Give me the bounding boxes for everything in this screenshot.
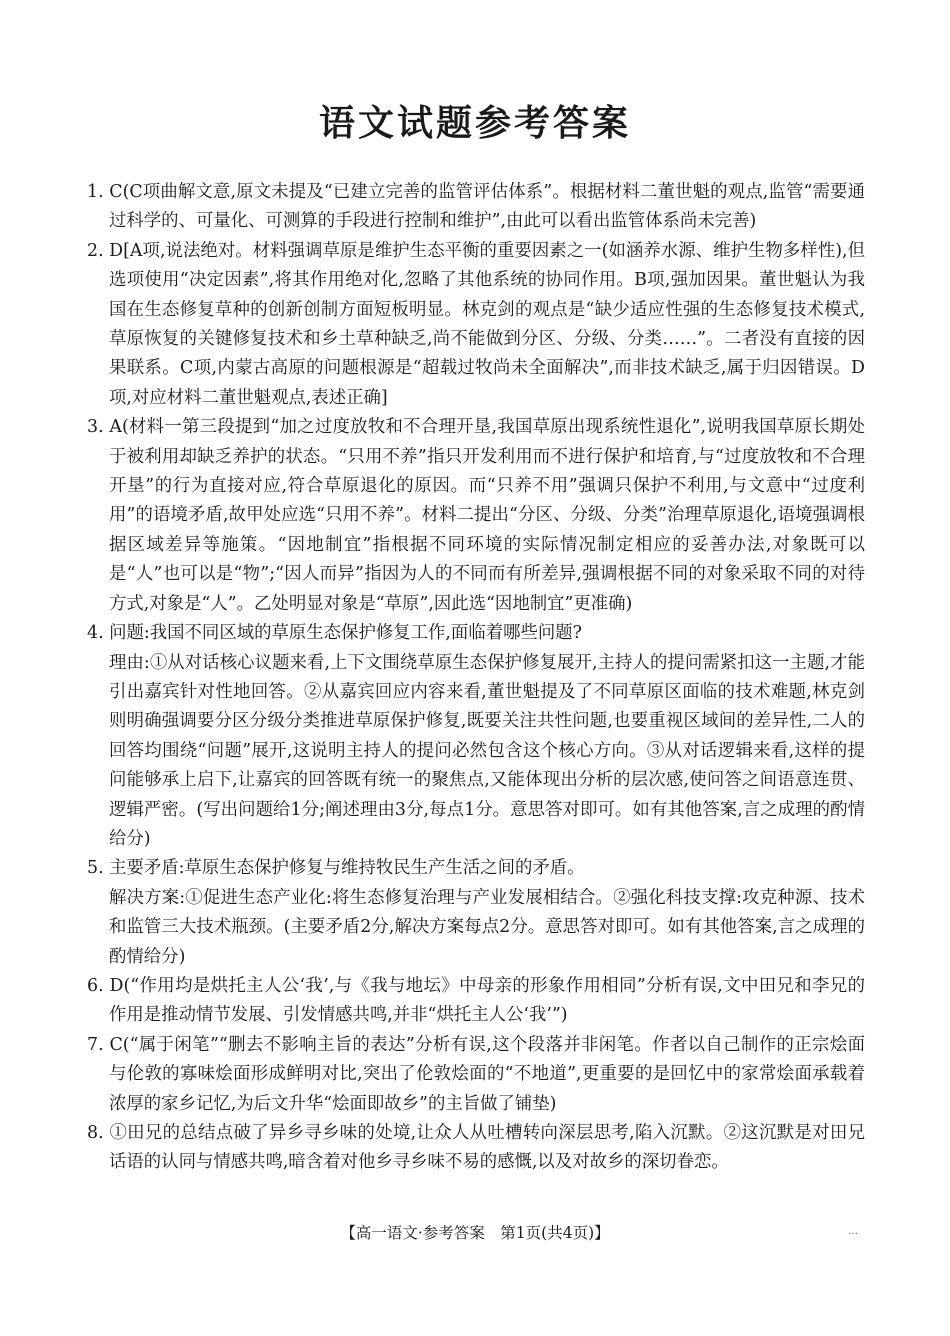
answer-4-question: 4. 问题:我国不同区域的草原生态保护修复工作,面临着哪些问题? [87,623,582,644]
answer-7: 7. C(“属于闲笔”“删去不影响主旨的表达”分析有误,这个段落并非闲笔。作者以自己制作的正宗烩面与伦敦的寡味烩面形成鲜明对比,突出了伦敦烩面的“不地道”,更重要的是回忆中的家常烩面承载着浓厚的家乡记忆,为后文升华“烩面即故乡”的主旨做了铺垫) [87,1034,865,1114]
answer-2: 2. D[A项,说法绝对。材料强调草原是维护生态平衡的重要因素之一(如涵养水源、维护生物多样性),但选项使用“决定因素”,将其作用绝对化,忽略了其他系统的协同作用。B项,强加因果。董世魁认为我国在生态修复草种的创新创制方面短板明显。林克剑的观点是“缺少适应性强的生态修复技术模式,草原恢复的关键修复技术和乡土草种缺乏,尚不能做到分区、分级、分类……”。二者没有直接的因果联系。C项,内蒙古高原的问题根源是“超载过牧尚未全面解决”,而非技术缺乏,属于归因错误。D项,对应材料二董世魁观点,表述正确] [87,240,865,408]
answer-list [87,178,865,1178]
answer-4-reason: 理由:①从对话核心议题来看,上下文围绕草原生态保护修复展开,主持人的提问需紧扣这一主题,才能引出嘉宾针对性地回答。②从嘉宾回应内容来看,董世魁提及了不同草原区面临的技术难题,林克剑则明确强调要分区分级分类推进草原保护修复,既要关注共性问题,也要重视区域间的差异性,二人的回答均围绕“问题”展开,这说明主持人的提问必然包含这个核心方向。③从对话逻辑来看,这样的提问能够承上启下,让嘉宾的回答既有统一的聚焦点,又能体现出分析的层次感,使问答之间语意连贯、逻辑严密。(写出问题给1分;阐述理由3分,每点1分。意思答对即可。如有其他答案,言之成理的酌情给分) [109,652,865,849]
page-title: 语文试题参考答案 [318,103,631,144]
answer-5-conflict: 5. 主要矛盾:草原生态保护修复与维持牧民生产生活之间的矛盾。 [87,858,585,879]
answer-6: 6. D(“作用均是烘托主人公‘我’,与《我与地坛》中母亲的形象作用相同”分析有误,文中田兄和李兄的作用是推动情节发展、引发情感共鸣,并非“烘托主人公‘我’”) [87,975,865,1026]
answer-1: 1. C(C项曲解文意,原文未提及“已建立完善的监管评估体系”。根据材料二董世魁的观点,监管“需要通过科学的、可量化、可测算的手段进行控制和维护”,由此可以看出监管体系尚未完善) [87,182,865,232]
answer-3: 3. A(材料一第三段提到“加之过度放牧和不合理开垦,我国草原出现系统性退化”,说明我国草原长期处于被利用却缺乏养护的状态。“只用不养”指只开发利用而不进行保护和培育,与“过度放牧和不合理开垦”的行为直接对应,符合草原退化的原因。而“只养不用”强调只保护不利用,与文意中“过度利用”的语境矛盾,故甲处应选“只用不养”。材料二提出“分区、分级、分类”治理草原退化,语境强调根据区域差异等施策。“因地制宜”指根据不同环境的实际情况制定相应的妥善办法,对象既可以是“人”也可以是“物”;“因人而异”指因为人的不同而有所差异,强调根据不同的对象采取不同的对待方式,对象是“人”。乙处明显对象是“草原”,因此选“因地制宜”更准确) [87,417,865,614]
page-footer: 【高一语文·参考答案 第1页(共4页)】 [340,1224,610,1242]
answer-5-solution: 解决方案:①促进生态产业化:将生态修复治理与产业发展相结合。②强化科技支撑:攻克种源、技术和监管三大技术瓶颈。(主要矛盾2分,解决方案每点2分。意思答对即可。如有其他答案,言之成理的酌情给分) [109,887,865,967]
corner-mark: … [848,1226,858,1237]
answer-8: 8. ①田兄的总结点破了异乡寻乡味的处境,让众人从吐槽转向深层思考,陷入沉默。②这沉默是对田兄话语的认同与情感共鸣,暗含着对他乡寻乡味不易的感慨,以及对故乡的深切眷恋。 [87,1123,865,1173]
